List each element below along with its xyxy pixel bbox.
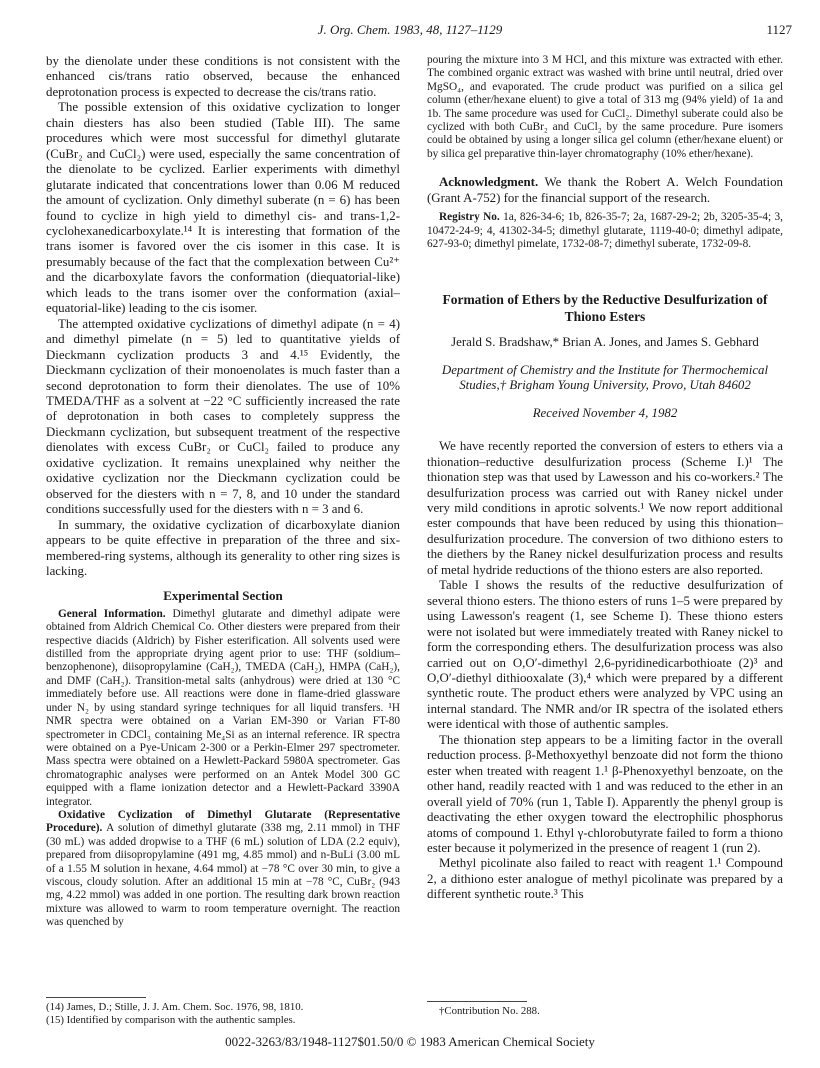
paragraph: The thionation step appears to be a limiting factor in the overall reduction process. β-Methoxyethyl benzoate did not form the thiono ester when treated with reagent 1.¹ β-Phenoxyethyl benzoate, on the other hand, readily reacted with 1 and was reduced to the ether in an overall yield of 70% (run 1, Table I). Apparently the phenyl group is deactivating the ether oxygen toward the electrophilic phosphorus atoms of compound 1. Ethyl γ-chlorobutyrate failed to form a thiono ester because it polymerized in the presence of reagent 1 (run 2). <box>427 732 783 855</box>
right-column <box>427 54 783 903</box>
paragraph: We have recently reported the conversion of esters to ethers via a thionation–reductive desulfurization process (Scheme I.)¹ The thionation step was that used by Lawesson and his co-workers.² The desulfurization process was carried out with Raney nickel under very mild conditions in aprotic solvents.¹ We now report additional ester compounds that have been reduced by using this thionation–desulfurization procedure. The conversion of two dithiono esters to the diethers by the Raney nickel desulfurization process and results of metal hydride reductions of the thiono esters are also reported. <box>427 439 783 577</box>
run-in-heading: Registry No. <box>439 211 500 224</box>
acknowledgment <box>427 175 783 206</box>
paragraph-text: 1a, 826-34-6; 1b, 826-35-7; 2a, 1687-29-2; 2b, 3205-35-4; 3, 10472-24-9; 4, 41302-34-5; dimethyl glutarate, 1119-40-0; dimethyl adipate, 627-93-0; dimethyl pimelate, 1732-08-7; dimethyl suberate, 1732-09-8. <box>427 211 783 250</box>
journal-citation: J. Org. Chem. 1983, 48, 1127–1129 <box>317 22 503 37</box>
paragraph: The attempted oxidative cyclizations of dimethyl adipate (n = 4) and dimethyl pimelate (n = 5) led to quantitative yields of Dieckmann cyclization products 3 and 4.¹⁵ Evidently, the Dieckmann cyclization of their monoenolates is much faster than a second deprotonation to form their dienolates. The use of 10% TMEDA/THF as a solvent at −22 °C sufficiently increased the rate of deprotonation in both cases to completely suppress the Dieckmann cyclization, but subsequent treatment of the respective dienolates with excess CuBr₂ or CuCl₂ failed to produce any oxidative cyclization. It remains unexplained why neither the oxidative cyclization nor the Dieckmann cyclization could be observed for the diesters with n = 7, 8, and 10 under the standard conditions successfully used for the diesters with n = 3 and 6. <box>46 316 400 517</box>
paragraph-text: Dimethyl glutarate and dimethyl adipate were obtained from Aldrich Chemical Co. Other diesters were prepared from their respective diacids (Aldrich) by Fisher esterification. All solvents used were distilled from the appropriate drying agent prior to use: THF (soldium–benzophenone), diisopropylamine (CaH₂), TMEDA (CaH₂), HMPA (CaH₂), and DMF (CaH₂). Transition-metal salts (anhydrous) were dried at 130 °C immediately before use. All reactions were done in flame-dried glassware under N₂ by using standard syringe techniques for all liquid transfers. ¹H NMR spectra were obtained on a Varian EM-390 or Varian FT-80 spectrometer in CDCl₃ containing Me₄Si as an internal reference. IR spectra were obtained on a Pye-Unicam 2-300 or a Perkin-Elmer 297 spectrometer. Mass spectra were obtained on a Hewlett-Packard 5980A spectrometer. Gas chromatographic analyses were performed on an Antek Model 300 GC equipped with a flame ionization detector and a Hewlett-Packard 3390A integrator. <box>46 607 401 808</box>
footnotes-right <box>427 1005 783 1018</box>
procedure-paragraph <box>46 809 400 930</box>
paragraph: The possible extension of this oxidative cyclization to longer chain diesters has also been studied (Table III). The same procedures which were most successful for dimethyl glutarate (CuBr₂ and CuCl₂) were used, especially the same concentration of the dienolate to be cyclized. Earlier experiments with dimethyl glutarate indicated that concentrations lower than 0.06 M reduced the amount of cyclization. Only dimethyl suberate (n = 6) has been found to cyclize in high yield to dimethyl cis- and trans-1,2-cyclohexanedicarboxylate.¹⁴ It is interesting that formation of the trans isomer is favored over the cis isomer in this case. It is presumably because of the fact that the complexation between Cu²⁺ and the dicarboxylate favors the conformation (diequatorial-like) which leads to the trans isomer over the conformation (axial–equatorial-like) leading to the cis isomer. <box>46 100 400 316</box>
page-number: 1127 <box>766 22 792 37</box>
left-column <box>46 54 400 930</box>
affiliation: Department of Chemistry and the Institute for Thermochemical Studies,† Brigham Young University, Provo, Utah 84602 <box>441 362 769 393</box>
footnote: (14) James, D.; Stille, J. J. Am. Chem. Soc. 1976, 98, 1810. <box>46 1001 304 1013</box>
section-title: Experimental Section <box>163 588 283 604</box>
general-information-paragraph <box>46 608 400 809</box>
paragraph: Table I shows the results of the reductive desulfurization of several thiono esters. The thiono esters of runs 1–5 were prepared by using Lawesson's reagent (1, see Scheme I). These thiono esters were not isolated but were immediately treated with Raney nickel to form the corresponding ethers. The desulfurization process was also carried out on O,O′-dimethyl 2,6-pyridinedicarbothioate (2)³ and O,O′-diethyl dithiooxalate (3),⁴ which were prepared by a different synthetic route. The product ethers were analyzed by VPC using an internal standard. The NMR and/or IR spectra of the isolated ethers were identical with those of authentic samples. <box>427 578 783 732</box>
paragraph: pouring the mixture into 3 M HCl, and this mixture was extracted with ether. The combined organic extract was washed with brine until neutral, dried over MgSO₄, and evaporated. The crude product was purified on a silica gel column (ether/hexane eluent) to give a total of 313 mg (94% yield) of 1a and 1b. The same procedure was used for CuCl₂. Dimethyl suberate could also be cyclized with both CuBr₂ and CuCl₂ by the same procedure. Pure isomers could be obtained by using a longer silica gel column (ether/hexane eluent) or by silica gel preparative thin-layer chromatography (10% ether/hexane). <box>427 54 783 160</box>
page-footer: 0022-3263/83/1948-1127$01.50/0 © 1983 American Chemical Society <box>225 1034 595 1049</box>
run-in-heading: General Information. <box>58 607 166 620</box>
footnote: †Contribution No. 288. <box>439 1005 540 1017</box>
paragraph-text: We thank the Robert A. Welch Foundation (Grant A-752) for the financial support of the research. <box>427 175 783 205</box>
footnote-rule <box>427 1001 527 1002</box>
run-in-heading: Oxidative Cyclization of Dimethyl Glutarate (Representative Procedure). <box>46 808 400 835</box>
footnote-rule <box>46 997 146 998</box>
received-date: Received November 4, 1982 <box>532 405 678 420</box>
paragraph: by the dienolate under these conditions is not consistent with the enhanced cis/trans ratio observed, because the enhanced deprotonation process is expected to decrease the cis/trans ratio. <box>46 54 400 99</box>
registry-numbers <box>427 211 783 251</box>
footnotes-left <box>46 1001 400 1027</box>
paragraph-text: A solution of dimethyl glutarate (338 mg, 2.11 mmol) in THF (30 mL) was added dropwise to a THF (6 mL) solution of LDA (2.2 equiv), prepared from diisopropylamine (491 mg, 4.85 mmol) and n-BuLi (3.00 mL of a 1.55 M solution in hexane, 4.64 mmol) at −78 °C over 30 min, to give a viscous, cloudy solution. After an additional 15 min at −78 °C, CuBr₂ (943 mg, 4.22 mmol) was added in one portion. The resulting dark brown reaction mixture was allowed to warm to room temperature overnight. The reaction was quenched by <box>46 822 401 929</box>
run-in-heading: Acknowledgment. <box>439 175 539 190</box>
footnote: (15) Identified by comparison with the authentic samples. <box>46 1014 296 1026</box>
paragraph: In summary, the oxidative cyclization of dicarboxylate dianion appears to be quite effective in preparation of the three and six-membered-ring systems, although its generality to other ring sizes is lacking. <box>46 517 400 578</box>
paragraph: Methyl picolinate also failed to react with reagent 1.¹ Compound 2, a dithiono ester analogue of methyl picolinate was prepared by a different synthetic route.³ This <box>427 856 783 902</box>
authors: Jerald S. Bradshaw,* Brian A. Jones, and James S. Gebhard <box>451 335 759 350</box>
article-title: Formation of Ethers by the Reductive Desulfurization of Thiono Esters <box>442 292 768 325</box>
running-header <box>0 22 820 42</box>
